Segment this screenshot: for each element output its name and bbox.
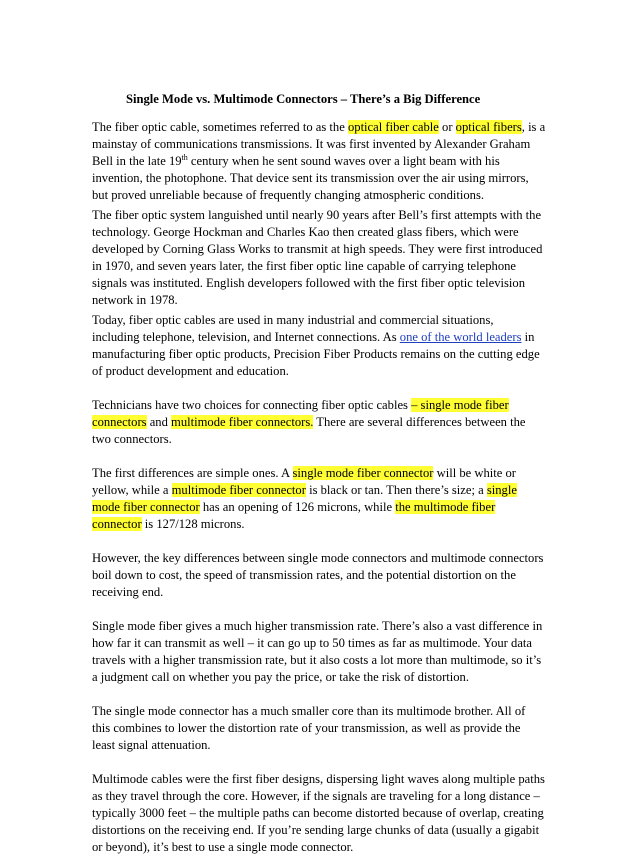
highlight-multimode-fiber-connector: multimode fiber connector — [171, 483, 306, 497]
text-run: and — [146, 415, 172, 429]
text-line — [92, 482, 552, 499]
text-run: is black or tan. Then there’s size; a — [305, 483, 487, 497]
text-line: in 1970, and seven years later, the first fiber optic line capable of carrying telephone — [92, 259, 517, 273]
text-run: century when he sent sound waves over a light beam with his — [187, 154, 500, 168]
highlight-optical-fibers: optical fibers — [455, 120, 522, 134]
paragraph-history-development — [92, 207, 552, 309]
text-line — [92, 119, 552, 136]
text-line — [92, 153, 552, 170]
text-run: Bell in the late 19 — [92, 154, 182, 168]
text-line: a judgment call on whether you pay the price, or take the risk of distortion. — [92, 670, 470, 684]
text-line: invention, the photophone. That device sent its transmission over the air using mirrors, — [92, 171, 529, 185]
paragraph-multimode-cables — [92, 771, 552, 856]
text-line: mainstay of communications transmissions. It was first invented by Alexander Graham — [92, 137, 531, 151]
text-line: two connectors. — [92, 432, 172, 446]
text-line — [92, 516, 552, 533]
text-line: network in 1978. — [92, 293, 178, 307]
superscript-th: th — [181, 152, 188, 162]
text-run: yellow, while a — [92, 483, 172, 497]
text-line: of product development and education. — [92, 364, 289, 378]
paragraph-history-intro — [92, 119, 552, 204]
text-run: in — [521, 330, 535, 344]
text-run: will be white or — [433, 466, 516, 480]
world-leaders-link[interactable]: one of the world leaders — [399, 330, 522, 344]
text-line: However, the key differences between single mode connectors and multimode connectors — [92, 551, 544, 565]
text-line: signals was instituted. English developers followed with the first fiber optic television — [92, 276, 526, 290]
highlight-the-multimode-fiber: the multimode fiber — [395, 500, 496, 514]
text-line: manufacturing fiber optic products, Precision Fiber Products remains on the cutting edge — [92, 347, 540, 361]
text-line: The fiber optic system languished until nearly 90 years after Bell’s first attempts with the — [92, 208, 542, 222]
text-line — [92, 329, 552, 346]
paragraph-single-mode-rate — [92, 618, 552, 686]
document-title: Single Mode vs. Multimode Connectors – There’s a Big Difference — [126, 92, 481, 106]
text-line — [92, 499, 552, 516]
text-line: distortions on the receiving end. If you’re sending large chunks of data (usually a gigabit — [92, 823, 540, 837]
text-line — [92, 397, 552, 414]
text-line: Single mode fiber gives a much higher transmission rate. There’s also a vast difference in — [92, 619, 543, 633]
text-line: receiving end. — [92, 585, 164, 599]
highlight-optical-fiber-cable: optical fiber cable — [347, 120, 439, 134]
text-run: or — [438, 120, 456, 134]
text-line: travels with a higher transmission rate, but it also costs a lot more than multimode, so it’s — [92, 653, 542, 667]
text-line: Multimode cables were the first fiber designs, dispersing light waves along multiple paths — [92, 772, 545, 786]
paragraph-first-differences — [92, 465, 552, 533]
paragraph-today — [92, 312, 552, 380]
text-line: how far it can transmit as well – it can go up to 50 times as far as multimode. Your data — [92, 636, 532, 650]
highlight-connector: connector — [92, 517, 142, 531]
text-line: boil down to cost, the speed of transmission rates, and the potential distortion on the — [92, 568, 516, 582]
highlight-single-mode-fiber-connector: single mode fiber connector — [292, 466, 434, 480]
text-run: The first differences are simple ones. A — [92, 466, 293, 480]
text-line: as they travel through the core. However, if the signals are traveling for a long distance – — [92, 789, 540, 803]
highlight-single: single — [486, 483, 517, 497]
document-page — [92, 91, 552, 856]
text-line — [92, 414, 552, 431]
text-line: technology. George Hockman and Charles Kao then created glass fibers, which were — [92, 225, 519, 239]
paragraph-single-mode-core — [92, 703, 552, 754]
text-line: Today, fiber optic cables are used in many industrial and commercial situations, — [92, 313, 494, 327]
text-run: including telephone, television, and Internet connections. As — [92, 330, 400, 344]
text-line: but proved unreliable because of frequently changing atmospheric conditions. — [92, 188, 485, 202]
paragraph-two-choices — [92, 397, 552, 448]
text-line: this combines to lower the distortion rate of your transmission, as well as provide the — [92, 721, 521, 735]
highlight-single-mode-fiber: – single mode fiber — [411, 398, 509, 412]
text-line: least signal attenuation. — [92, 738, 211, 752]
text-run: The fiber optic cable, sometimes referred to as the — [92, 120, 348, 134]
paragraph-key-differences — [92, 550, 552, 601]
text-run: is 127/128 microns. — [141, 517, 245, 531]
highlight-connectors: connectors — [92, 415, 147, 429]
text-line: The single mode connector has a much smaller core than its multimode brother. All of — [92, 704, 526, 718]
text-run: There are several differences between the — [313, 415, 526, 429]
text-line: typically 3000 feet – the multiple paths can become distorted because of overlap, creating — [92, 806, 544, 820]
highlight-mode-fiber-connector: mode fiber connector — [92, 500, 200, 514]
text-run: Technicians have two choices for connecting fiber optic cables — [92, 398, 412, 412]
text-line: or beyond), it’s best to use a single mode connector. — [92, 840, 354, 854]
highlight-multimode-fiber-connectors: multimode fiber connectors. — [171, 415, 314, 429]
text-run: , is a — [521, 120, 546, 134]
text-line: developed by Corning Glass Works to transmit at high speeds. They were first introduced — [92, 242, 543, 256]
text-line — [92, 465, 552, 482]
text-run: has an opening of 126 microns, while — [199, 500, 396, 514]
